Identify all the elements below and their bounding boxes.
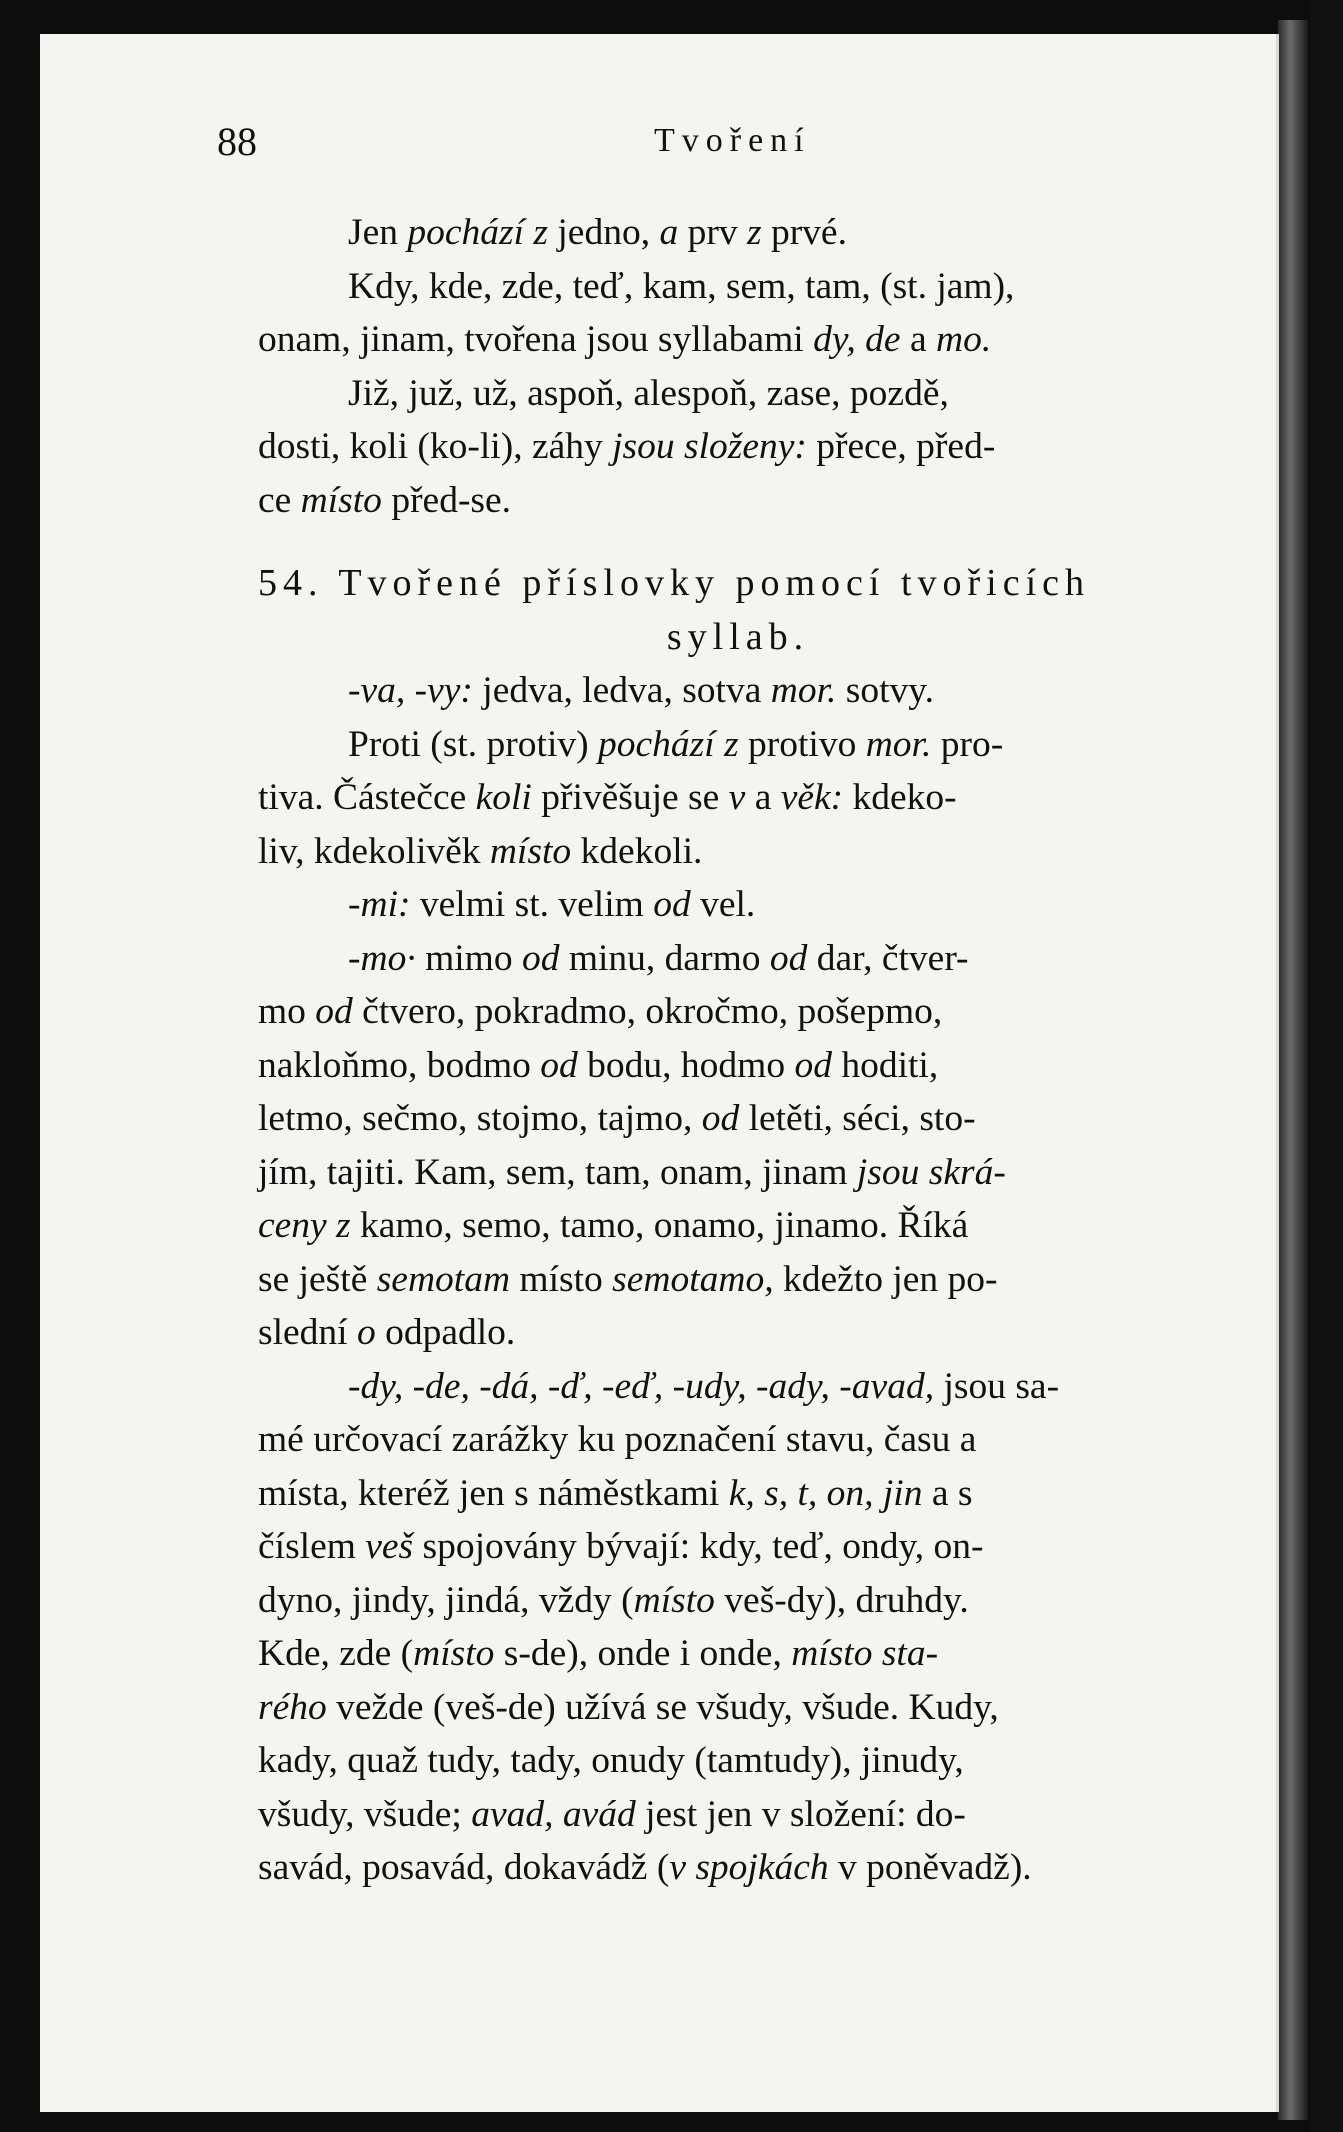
italic-run: jsou skrá- [856, 1151, 1006, 1193]
italic-run: věk: [780, 777, 844, 818]
text-run: tiva. Částečce [258, 777, 476, 818]
text-line [258, 1681, 1228, 1735]
scan-margin-dark [1310, 0, 1343, 2132]
italic-run: semotam [376, 1258, 511, 1300]
italic-run: místo [413, 1633, 495, 1674]
italic-run: -mi: [348, 884, 411, 925]
text-line [258, 878, 1228, 932]
italic-run: ceny z [258, 1205, 351, 1246]
text-run: místo [510, 1258, 613, 1300]
text-line [258, 1627, 1228, 1681]
italic-run: mor. [865, 723, 932, 765]
text-line [258, 1146, 1228, 1200]
text-run: bodu, hodmo [577, 1044, 795, 1086]
italic-run: jsou složeny: [612, 426, 807, 467]
text-line [258, 474, 1228, 528]
italic-run: od [701, 1098, 740, 1139]
text-line [258, 825, 1228, 879]
text-run: jsou sa- [934, 1365, 1060, 1407]
italic-run: veš [365, 1526, 414, 1567]
text-run: jedva, ledva, sotva [472, 670, 771, 711]
italic-run: -va, -vy: [348, 670, 473, 711]
text-line [258, 1520, 1228, 1574]
text-run: místa, kteréž jen s náměstkami [258, 1472, 729, 1514]
italic-run: a [659, 212, 679, 253]
text-run: prv [678, 212, 747, 253]
italic-run: místo [633, 1579, 715, 1621]
text-run: kady, quaž tudy, tady, onudy (tamtudy), jinudy, [258, 1740, 964, 1781]
text-run: syllab. [666, 615, 810, 658]
text-line [258, 1734, 1228, 1788]
text-run: minu, darmo [559, 937, 770, 979]
running-head: Tvoření [654, 122, 811, 159]
italic-run: pochází z [598, 723, 739, 765]
text-run: před-se. [381, 479, 512, 521]
text-run: kdeko- [843, 777, 957, 818]
italic-run: semotamo, [612, 1258, 774, 1300]
italic-run: od [769, 937, 808, 979]
text-run: mo [258, 991, 316, 1032]
text-run: jest jen v složení: do- [635, 1793, 966, 1835]
text-run: Proti (st. protiv) [348, 723, 598, 765]
text-run: dar, čtver- [807, 937, 969, 979]
section-heading [258, 557, 1228, 611]
page-header [217, 118, 1117, 178]
text-line [258, 1841, 1228, 1895]
text-line [258, 260, 1228, 314]
page-number: 88 [217, 119, 257, 164]
text-run: spojovány bývají: kdy, teď, ondy, on- [413, 1526, 984, 1567]
italic-run: od [794, 1044, 832, 1086]
text-line [258, 1092, 1228, 1146]
text-run: kdežto jen po- [773, 1258, 998, 1300]
text-run: velmi st. velim [410, 884, 654, 925]
text-line [258, 932, 1228, 986]
italic-run: z [746, 212, 762, 253]
text-run: onam, jinam, tvořena jsou syllabami [258, 319, 814, 360]
text-run: a [900, 319, 936, 360]
text-line [258, 771, 1228, 825]
italic-run: z [533, 212, 549, 253]
italic-run: mo. [936, 319, 992, 360]
text-line [258, 664, 1228, 718]
text-run: kdekoli. [571, 830, 703, 872]
text-line [258, 718, 1228, 772]
text-run: vežde (veš-de) užívá se všudy, všude. Kudy, [326, 1686, 999, 1728]
italic-run: avad, avád [471, 1793, 636, 1835]
text-line [258, 420, 1228, 474]
text-line [258, 1306, 1228, 1360]
text-run: dosti, koli (ko-li), záhy [258, 426, 613, 467]
italic-run: v [728, 777, 746, 818]
text-line [258, 1360, 1228, 1414]
text-run: dyno, jindy, jindá, vždy ( [258, 1579, 634, 1621]
text-line [258, 1039, 1228, 1093]
text-run: mimo [415, 937, 522, 979]
italic-run: od [521, 937, 560, 979]
text-run: Jen [348, 212, 408, 253]
text-run: Kdy, kde, zde, teď, kam, sem, tam, (st. jam), [348, 265, 1015, 307]
text-run: s-de), onde i onde, [494, 1633, 792, 1674]
section-heading [258, 611, 1218, 665]
paragraph-gap [258, 527, 1228, 557]
italic-run: koli [475, 777, 532, 818]
text-run: veš-dy), druhdy. [714, 1579, 969, 1621]
body-text [258, 206, 1228, 1895]
text-line [258, 1788, 1228, 1842]
text-run: se ještě [258, 1258, 377, 1300]
text-run: jím, tajiti. Kam, sem, tam, onam, jinam [258, 1151, 857, 1193]
text-line [258, 367, 1228, 421]
italic-run: -mo· [348, 937, 416, 979]
text-run: pro- [931, 723, 1004, 765]
text-run: čtvero, pokradmo, okročmo, pošepmo, [352, 991, 943, 1032]
italic-run: dy, de [813, 319, 901, 360]
text-run: ce [258, 479, 301, 521]
text-run: číslem [258, 1526, 366, 1567]
text-run: 54. Tvořené příslovky pomocí tvořicích [258, 562, 1091, 604]
text-run: vel. [690, 884, 756, 925]
book-spine-edge [1278, 20, 1308, 2120]
italic-run: pochází [407, 212, 525, 253]
text-run: všudy, všude; [258, 1793, 472, 1835]
text-run: protivo [738, 723, 866, 765]
italic-run: rého [258, 1686, 327, 1728]
italic-run: od [540, 1044, 578, 1086]
italic-run: v spojkách [669, 1847, 829, 1888]
text-line [258, 1253, 1228, 1307]
text-run: v poněvadž). [828, 1847, 1032, 1888]
text-line [258, 313, 1228, 367]
italic-run: mor. [770, 670, 837, 711]
text-run: slední [258, 1312, 357, 1353]
text-run: a s [922, 1472, 973, 1514]
text-line [258, 1199, 1228, 1253]
text-run: liv, kdekolivěk [258, 830, 490, 872]
text-line [258, 1413, 1228, 1467]
italic-run: místo [489, 830, 572, 872]
text-run: Kde, zde ( [258, 1633, 414, 1674]
text-run: přivěšuje se [531, 777, 729, 818]
italic-run: o [356, 1312, 376, 1353]
text-line [258, 206, 1228, 260]
text-run: odpadlo. [375, 1312, 516, 1353]
text-line [258, 1467, 1228, 1521]
text-run: jedno, [548, 212, 660, 253]
text-line [258, 1574, 1228, 1628]
text-run: kamo, semo, tamo, onamo, jinamo. Říká [350, 1205, 969, 1246]
italic-run: k, s, t, on, jin [728, 1472, 923, 1514]
text-run: mé určovací zarážky ku poznačení stavu, času a [258, 1419, 977, 1460]
text-run: přece, před- [806, 426, 996, 467]
text-run: prvé. [761, 212, 847, 253]
italic-run: -dy, -de, -dá, -ď, -eď, -udy, -ady, -avad, [348, 1365, 935, 1407]
text-line [258, 985, 1228, 1039]
text-run: Již, juž, už, aspoň, alespoň, zase, pozdě, [348, 372, 949, 414]
italic-run: od [315, 991, 353, 1032]
text-run: letmo, sečmo, stojmo, tajmo, [258, 1098, 702, 1139]
text-run: a [745, 777, 781, 818]
text-run: savád, posavád, dokavádž ( [258, 1847, 670, 1888]
italic-run: od [653, 884, 691, 925]
text-run: hoditi, [831, 1044, 939, 1086]
italic-run: místo [300, 479, 382, 521]
text-run: nakloňmo, bodmo [258, 1044, 541, 1086]
text-run: letěti, séci, sto- [739, 1098, 976, 1139]
text-run: sotvy. [836, 670, 934, 711]
italic-run: místo sta- [791, 1633, 939, 1674]
